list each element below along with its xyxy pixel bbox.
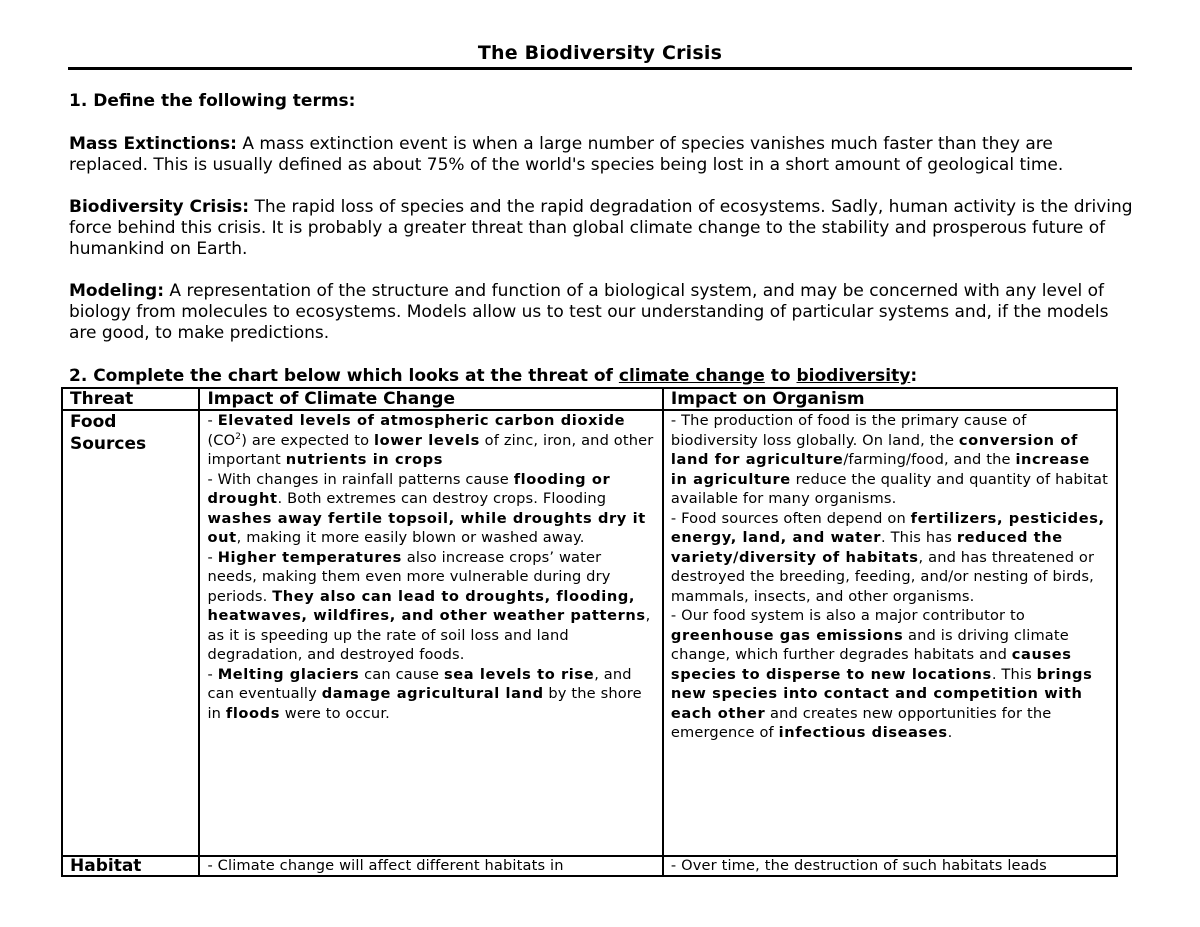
table-row: [62, 856, 1117, 876]
habitat-climate-impact-cell[interactable]: - Climate change will affect different habitats in: [199, 856, 662, 876]
threat-food-sources: Food Sources: [62, 410, 199, 856]
header-impact-climate: Impact of Climate Change: [199, 388, 662, 410]
definition-mass-extinctions: [69, 134, 1135, 176]
food-climate-impact-cell[interactable]: [199, 410, 662, 856]
page-title: The Biodiversity Crisis: [477, 42, 723, 64]
definition-biodiversity-crisis: [69, 197, 1135, 260]
threat-chart-table: [61, 387, 1118, 877]
table-row: [62, 410, 1117, 856]
organism-point-2: - Food sources often depend on fertilizers, pesticides, energy, land, and water. This has reduced the variety/diversity of habitats, and has threatened or destroyed the breeding, feeding, and/or nesting of birds, mammals, insects, and other organisms.: [670, 509, 1105, 605]
impact-point-3: - Higher temperatures also increase crops’ water needs, making them even more vulnerable during dry periods. They also can lead to droughts, flooding, heatwaves, wildfires, and other weather patterns, as it is speeding up the rate of soil loss and land degradation, and destroyed foods.: [207, 548, 651, 663]
header-impact-organism: Impact on Organism: [663, 388, 1117, 410]
organism-point-1: - The production of food is the primary cause of biodiversity loss globally. On land, the conversion of land for agriculture/farming/food, and the increase in agriculture reduce the quality and quantity of habitat available for many organisms.: [670, 412, 1109, 507]
term-label: Biodiversity Crisis:: [69, 197, 250, 217]
question-1-heading: 1. Define the following terms:: [69, 91, 356, 111]
habitat-organism-impact-cell[interactable]: - Over time, the destruction of such habitats leads: [663, 856, 1117, 876]
table-header-row: [62, 388, 1117, 410]
title-underline: [68, 67, 1132, 70]
food-organism-impact-cell[interactable]: [663, 410, 1117, 856]
organism-point-3: - Our food system is also a major contributor to greenhouse gas emissions and is driving climate change, which further degrades habitats and causes species to disperse to new locations. This brings new species into contact and competition with each other and creates new opportunities for the emergence of infectious diseases.: [670, 607, 1093, 741]
impact-point-4: - Melting glaciers can cause sea levels to rise, and can eventually damage agricultural land by the shore in floods were to occur.: [207, 665, 642, 722]
term-definition: A mass extinction event is when a large number of species vanishes much faster than they are replaced. This is usually defined as about 75% of the world's species being lost in a short amount of geological time.: [69, 134, 1064, 175]
header-threat: Threat: [62, 388, 199, 410]
threat-habitat: Habitat: [62, 856, 199, 876]
definition-modeling: [69, 281, 1135, 344]
term-label: Mass Extinctions:: [69, 134, 237, 154]
term-label: Modeling:: [69, 281, 165, 301]
term-definition: A representation of the structure and function of a biological system, and may be concerned with any level of biology from molecules to ecosystems. Models allow us to test our understanding of particular systems and, if the models are good, to make predictions.: [69, 281, 1109, 343]
question-2-heading: 2. Complete the chart below which looks at the threat of climate change to biodiversity:: [69, 366, 918, 386]
term-definition: The rapid loss of species and the rapid degradation of ecosystems. Sadly, human activity is the driving force behind this crisis. It is probably a greater threat than global climate change to the stability and prosperous future of humankind on Earth.: [69, 197, 1133, 259]
impact-point-1: - Elevated levels of atmospheric carbon dioxide $(CO^2)$ are expected to lower levels of zinc, iron, and other important nutrients in crops: [207, 412, 654, 468]
impact-point-2: - With changes in rainfall patterns cause flooding or drought. Both extremes can destroy crops. Flooding washes away fertile topsoil, while droughts dry it out, making it more easily blown or washed away.: [207, 470, 646, 546]
